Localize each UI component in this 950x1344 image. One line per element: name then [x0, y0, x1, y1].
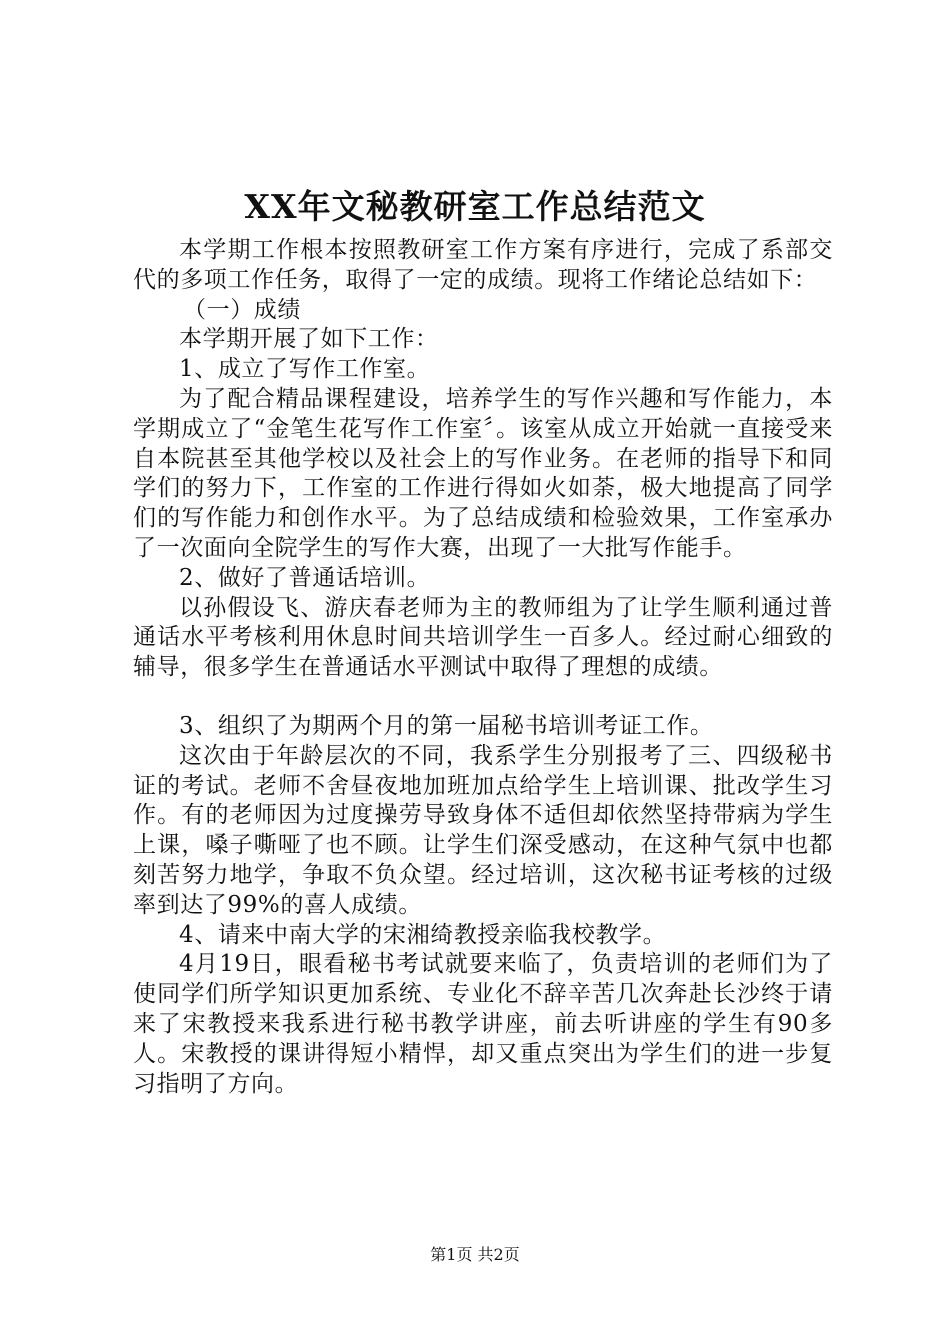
item-heading-writing-studio: 1、成立了写作工作室。	[179, 356, 431, 383]
work-overview-paragraph: 本学期开展了如下工作：	[179, 326, 439, 353]
secretary-certification-paragraph: 这次由于年龄层次的不同，我系学生分别报考了三、四级秘书证的考试。老师不舍昼夜地加班加点给学生上培训课、批改学生习作。有的老师因为过度操劳导致身体不适但却依然坚持带病为学生上课，嗓子嘶哑了也不顾。让学生们深受感动，在这种气氛中也都刻苦努力地学，争取不负众望。经过培训，这次秘书证考核的过级率到达了99%的喜人成绩。	[133, 742, 833, 918]
document-title: XX年文秘教研室工作总结范文	[244, 187, 706, 226]
item-heading-guest-professor: 4、请来中南大学的宋湘绮教授亲临我校教学。	[179, 921, 667, 948]
section-heading-achievements: （一）成绩	[183, 296, 301, 323]
item-heading-secretary-certification: 3、组织了为期两个月的第一届秘书培训考证工作。	[179, 712, 714, 739]
guest-professor-paragraph: 4月19日，眼看秘书考试就要来临了，负责培训的老师们为了使同学们所学知识更加系统、专业化不辞辛苦几次奔赴长沙终于请来了宋教授来我系进行秘书教学讲座，前去听讲座的学生有90多人。宋教授的课讲得短小精悍，却又重点突出为学生们的进一步复习指明了方向。	[133, 951, 833, 1097]
mandarin-training-paragraph: 以孙假设飞、游庆春老师为主的教师组为了让学生顺利通过普通话水平考核利用休息时间共培训学生一百多人。经过耐心细致的辅导，很多学生在普通话水平测试中取得了理想的成绩。	[133, 594, 833, 681]
document-body	[133, 236, 833, 1099]
writing-studio-paragraph: 为了配合精品课程建设，培养学生的写作兴趣和写作能力，本学期成立了“金笔生花写作工作室〞。该室从成立开始就一直接受来自本院甚至其他学校以及社会上的写作业务。在老师的指导下和同学们的努力下，工作室的工作进行得如火如荼，极大地提高了同学们的写作能力和创作水平。为了总结成绩和检验效果，工作室承办了一次面向全院学生的写作大赛，出现了一大批写作能手。	[133, 385, 833, 561]
item-heading-mandarin-training: 2、做好了普通话培训。	[179, 564, 431, 591]
page-indicator: 第1页 共2页	[430, 1245, 520, 1264]
intro-paragraph: 本学期工作根本按照教研室工作方案有序进行，完成了系部交代的多项工作任务，取得了一定的成绩。现将工作绪论总结如下：	[133, 237, 833, 293]
